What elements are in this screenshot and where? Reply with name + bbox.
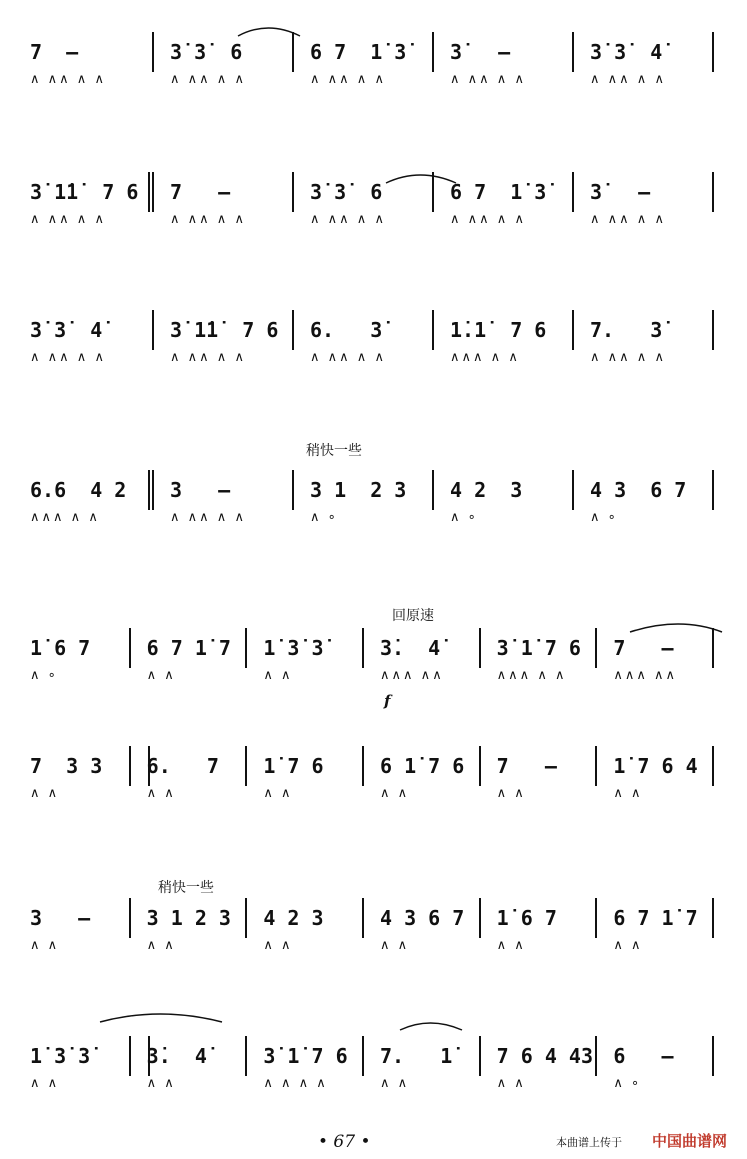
tempo-mark: 稍快一些: [306, 443, 362, 459]
bar-line: [572, 32, 574, 72]
articulation-marks: ∧ ∧: [496, 786, 526, 801]
articulation-marks: ∧ ∧∧ ∧ ∧: [170, 72, 246, 87]
bar-line: [152, 470, 154, 510]
site-logo: 中国曲谱网: [652, 1132, 728, 1150]
bar-line: [292, 32, 294, 72]
bar-line: [292, 470, 294, 510]
articulation-marks: ∧ ∧∧ ∧ ∧: [310, 212, 386, 227]
bar-line: [712, 32, 714, 72]
measure-notes: 6.6 4 2: [30, 478, 127, 502]
measure-notes: 6. 7: [146, 754, 219, 778]
bar-line: [362, 1036, 364, 1076]
articulation-marks: ∧ ∧∧ ∧ ∧: [170, 350, 246, 365]
bar-line: [432, 32, 434, 72]
bar-line: [245, 898, 247, 938]
articulation-marks: ∧ ∧∧ ∧ ∧: [30, 72, 106, 87]
articulation-marks: ∧ ∧∧ ∧ ∧: [30, 350, 106, 365]
articulation-marks: ∧∧∧ ∧ ∧: [450, 350, 520, 365]
articulation-marks: ∧ ∧∧ ∧ ∧: [590, 350, 666, 365]
bar-line: [362, 746, 364, 786]
footer-text: 本曲谱上传于: [556, 1136, 622, 1149]
bar-line: [712, 628, 714, 668]
tempo-mark: 回原速: [392, 608, 434, 624]
bar-line: [572, 310, 574, 350]
measure-notes: 7 –: [496, 754, 557, 778]
articulation-marks: ∧ ∘: [613, 1076, 642, 1091]
measure-notes: 6. 3̇: [310, 318, 383, 342]
measure-notes: 1̇ 7 6: [263, 754, 324, 778]
articulation-marks: ∧ ∧: [146, 938, 176, 953]
articulation-marks: ∧ ∧: [30, 786, 60, 801]
score-line: [0, 318, 747, 408]
articulation-marks: ∧ ∘: [590, 510, 618, 525]
measure-notes: 3̇ 3̇ 6: [310, 180, 383, 204]
measure-notes: 3̇ 1̇1̇ 7 6: [30, 180, 139, 204]
articulation-marks: ∧∧∧ ∧∧: [380, 668, 444, 683]
bar-line: [572, 470, 574, 510]
measure-notes: 4 3 6 7: [380, 906, 465, 930]
bar-line: [129, 898, 131, 938]
score-line: [0, 180, 747, 270]
articulation-marks: ∧∧∧ ∧ ∧: [30, 510, 100, 525]
measure-notes: 1̇ 7 6 4: [613, 754, 698, 778]
articulation-marks: ∧ ∘: [450, 510, 478, 525]
page-number: • 67 •: [318, 1132, 371, 1152]
articulation-marks: ∧ ∧∧ ∧ ∧: [170, 212, 246, 227]
bar-line: [432, 310, 434, 350]
bar-line: [595, 628, 597, 668]
measure-notes: 3̇ 3̇ 4̇: [590, 40, 663, 64]
bar-line: [152, 32, 154, 72]
articulation-marks: ∧ ∧: [146, 1076, 176, 1091]
bar-line: [292, 310, 294, 350]
articulation-marks: ∧ ∧: [380, 786, 410, 801]
bar-line: [595, 746, 597, 786]
measure-notes: 3 1 2 3: [310, 478, 407, 502]
articulation-marks: ∧ ∧∧ ∧ ∧: [170, 510, 246, 525]
measure-notes: 1̇ 3̇ 3̇: [30, 1044, 91, 1068]
articulation-marks: ∧ ∧∧ ∧ ∧: [590, 212, 666, 227]
measure-notes: 7 6 4 43: [496, 1044, 593, 1068]
bar-line: [712, 172, 714, 212]
measure-notes: 1̇ 6 7: [30, 636, 91, 660]
measure-notes: 3 1 2 3: [146, 906, 231, 930]
measure-notes: 3̇ 3̇ 6: [170, 40, 243, 64]
bar-line: [148, 172, 150, 212]
bar-line: [712, 310, 714, 350]
measure-notes: 1̇ 6 7: [496, 906, 557, 930]
tempo-mark: 稍快一些: [158, 880, 214, 896]
articulation-marks: ∧∧∧ ∧ ∧: [496, 668, 567, 683]
bar-line: [245, 628, 247, 668]
measure-notes: 7 3 3: [30, 754, 103, 778]
measure-notes: 6 7 1̇ 3̇: [310, 40, 407, 64]
bar-line: [432, 470, 434, 510]
score-line: [0, 1044, 747, 1134]
bar-line: [245, 1036, 247, 1076]
bar-line: [129, 746, 131, 786]
measure-notes: 6 7 1̇ 7: [146, 636, 231, 660]
articulation-marks: ∧ ∧: [146, 786, 176, 801]
score-line: [0, 636, 747, 726]
articulation-marks: ∧ ∧ ∧ ∧: [263, 1076, 328, 1091]
bar-line: [432, 172, 434, 212]
bar-line: [245, 746, 247, 786]
measure-notes: 3̇ –: [450, 40, 511, 64]
measure-notes: 3̇ –: [590, 180, 651, 204]
articulation-marks: ∧ ∧: [263, 786, 293, 801]
measure-notes: 7 –: [30, 40, 79, 64]
bar-line: [595, 898, 597, 938]
measure-notes: 3̇ 1̇ 7 6: [263, 1044, 348, 1068]
bar-line: [479, 628, 481, 668]
score-line: [0, 478, 747, 568]
measure-notes: 7. 1̇: [380, 1044, 453, 1068]
articulation-marks: ∧ ∘: [30, 668, 58, 683]
bar-line: [479, 746, 481, 786]
bar-line: [595, 1036, 597, 1076]
articulation-marks: ∧ ∧: [146, 668, 176, 683]
measure-notes: 1̇ 3̇ 3̇: [263, 636, 324, 660]
articulation-marks: ∧ ∧∧ ∧ ∧: [450, 72, 526, 87]
articulation-marks: ∧ ∧∧ ∧ ∧: [590, 72, 666, 87]
bar-line: [712, 1036, 714, 1076]
articulation-marks: ∧ ∧: [30, 1076, 60, 1091]
bar-line: [712, 746, 714, 786]
articulation-marks: ∧ ∧∧ ∧ ∧: [310, 72, 386, 87]
articulation-marks: ∧ ∧: [380, 1076, 410, 1091]
articulation-marks: ∧ ∧: [496, 938, 526, 953]
score-line: [0, 906, 747, 996]
measure-notes: 3̇ 1̇ 7 6: [496, 636, 581, 660]
bar-line: [129, 628, 131, 668]
measure-notes: 6 1̇ 7 6: [380, 754, 465, 778]
bar-line: [292, 172, 294, 212]
measure-notes: 4 3 6 7: [590, 478, 687, 502]
articulation-marks: ∧ ∧: [496, 1076, 526, 1091]
articulation-marks: ∧ ∧: [263, 668, 293, 683]
bar-line: [129, 1036, 131, 1076]
articulation-marks: ∧ ∧: [613, 786, 643, 801]
bar-line: [362, 898, 364, 938]
measure-notes: 3̇. 4̇: [146, 1044, 207, 1068]
articulation-marks: ∧∧∧ ∧∧: [613, 668, 678, 683]
bar-line: [362, 628, 364, 668]
bar-line: [152, 172, 154, 212]
measure-notes: 3̇. 4̇: [380, 636, 441, 660]
measure-notes: 6 7 1̇ 7: [613, 906, 698, 930]
bar-line: [479, 1036, 481, 1076]
score-line: [0, 40, 747, 130]
measure-notes: 1̇.1̇ 7 6: [450, 318, 547, 342]
articulation-marks: ∧ ∧: [263, 938, 293, 953]
bar-line: [148, 470, 150, 510]
dynamic-mark: f: [384, 692, 391, 710]
articulation-marks: ∧ ∧∧ ∧ ∧: [310, 350, 386, 365]
measure-notes: 4 2 3: [450, 478, 523, 502]
bar-line: [712, 470, 714, 510]
measure-notes: 6 7 1̇ 3̇: [450, 180, 547, 204]
articulation-marks: ∧ ∧∧ ∧ ∧: [30, 212, 106, 227]
measure-notes: 3̇ 1̇1̇ 7 6: [170, 318, 279, 342]
measure-notes: 3 –: [170, 478, 231, 502]
articulation-marks: ∧ ∧: [30, 938, 60, 953]
articulation-marks: ∧ ∧: [380, 938, 410, 953]
articulation-marks: ∧ ∧∧ ∧ ∧: [450, 212, 526, 227]
articulation-marks: ∧ ∧: [613, 938, 643, 953]
measure-notes: 3 –: [30, 906, 91, 930]
score-line: [0, 754, 747, 844]
bar-line: [712, 898, 714, 938]
measure-notes: 7. 3̇: [590, 318, 663, 342]
measure-notes: 6 –: [613, 1044, 674, 1068]
articulation-marks: ∧ ∘: [310, 510, 338, 525]
bar-line: [152, 310, 154, 350]
measure-notes: 7 –: [613, 636, 674, 660]
bar-line: [572, 172, 574, 212]
bar-line: [479, 898, 481, 938]
measure-notes: 4 2 3: [263, 906, 324, 930]
measure-notes: 3̇ 3̇ 4̇: [30, 318, 103, 342]
measure-notes: 7 –: [170, 180, 231, 204]
